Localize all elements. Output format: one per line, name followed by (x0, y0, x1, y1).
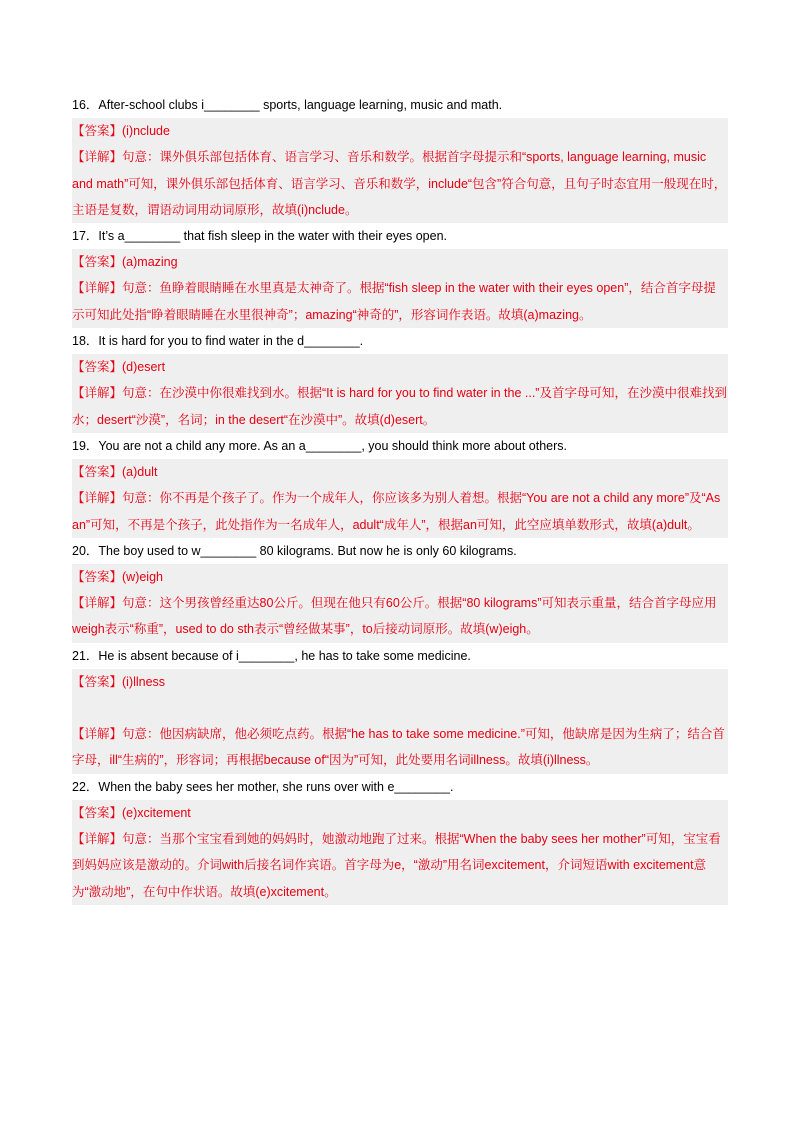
question-text: 21．He is absent because of i________, he has to take some medicine. (72, 648, 471, 663)
answer-box (72, 118, 728, 223)
question-20 (72, 538, 728, 643)
question-text: 22．When the baby sees her mother, she runs over with e________. (72, 779, 454, 794)
answer-text: 【答案】(i)nclude (72, 124, 170, 138)
answer-box (72, 800, 728, 905)
answer-text: 【答案】(a)mazing (72, 255, 178, 270)
answer-text: 【答案】(d)esert (72, 360, 166, 375)
question-text: 16．After-school clubs i________ sports, language learning, music and math. (72, 98, 503, 112)
answer-text: 【答案】(w)eigh (72, 569, 163, 584)
exercise-page (72, 92, 728, 905)
explanation-text: 【详解】句意：你不再是个孩子了。作为一个成年人，你应该多为别人着想。根据“You are not a child any more”及“As an”可知，不再是个孩子，此处指作为一名成年人，adult“成年人”，根据an可知，此空应填单数形式，故填(a)dult。 (72, 491, 721, 532)
answer-text: 【答案】(a)dult (72, 464, 158, 479)
answer-text: 【答案】(i)llness (72, 674, 166, 689)
answer-box (72, 249, 728, 328)
explanation-text: 【详解】句意：课外俱乐部包括体育、语言学习、音乐和数学。根据首字母提示和“sports, language learning, music and math”可知，课外俱乐部包括体育、语言学习、音乐和数学，include“包含”符合句意，且句子时态宜用一般现在时，主语是复数，谓语动词用动词原形，故填(i)nclude。 (72, 150, 727, 217)
explanation-text: 【详解】句意：他因病缺席，他必须吃点药。根据“he has to take some medicine.”可知，他缺席是因为生病了；结合首字母，ill“生病的”，形容词；再根据because of“因为”可知，此处要用名词illness。故填(i)llness。 (72, 727, 725, 768)
answer-box (72, 564, 728, 643)
answer-box (72, 669, 728, 774)
explanation-text: 【详解】句意：这个男孩曾经重达80公斤。但现在他只有60公斤。根据“80 kilograms”可知表示重量，结合首字母应用weigh表示“称重”，used to do sth表示“曾经做某事”，to后接动词原形。故填(w)eigh。 (72, 596, 717, 637)
question-19 (72, 433, 728, 538)
question-16 (72, 92, 728, 223)
explanation-text: 【详解】句意：鱼睁着眼睛睡在水里真是太神奇了。根据“fish sleep in the water with their eyes open”，结合首字母提示可知此处指“睁着眼睛睡在水里很神奇”；amazing“神奇的”，形容词作表语。故填(a)mazing。 (72, 281, 716, 322)
explanation-text: 【详解】句意：在沙漠中你很难找到水。根据“It is hard for you to find water in the ...”及首字母可知，在沙漠中很难找到水；desert“沙漠”，名词；in the desert“在沙漠中”。故填(d)esert。 (72, 386, 727, 427)
question-18 (72, 328, 728, 433)
question-text: 18．It is hard for you to find water in the d________. (72, 334, 364, 349)
question-text: 17．It’s a________ that fish sleep in the water with their eyes open. (72, 229, 448, 244)
question-17 (72, 223, 728, 328)
explanation-text: 【详解】句意：当那个宝宝看到她的妈妈时，她激动地跑了过来。根据“When the baby sees her mother”可知，宝宝看到妈妈应该是激动的。介词with后接名词作宾语。首字母为e，“激动”用名词excitement，介词短语with excitement意为“激动地”，在句中作状语。故填(e)xcitement。 (72, 831, 721, 899)
answer-text: 【答案】(e)xcitement (72, 805, 191, 820)
answer-box (72, 459, 728, 538)
answer-box (72, 354, 728, 433)
blank-line (72, 695, 728, 721)
question-text: 19．You are not a child any more. As an a________, you should think more about others. (72, 438, 568, 453)
question-21 (72, 643, 728, 774)
question-text: 20．The boy used to w________ 80 kilograms. But now he is only 60 kilograms. (72, 543, 517, 558)
question-22 (72, 774, 728, 905)
